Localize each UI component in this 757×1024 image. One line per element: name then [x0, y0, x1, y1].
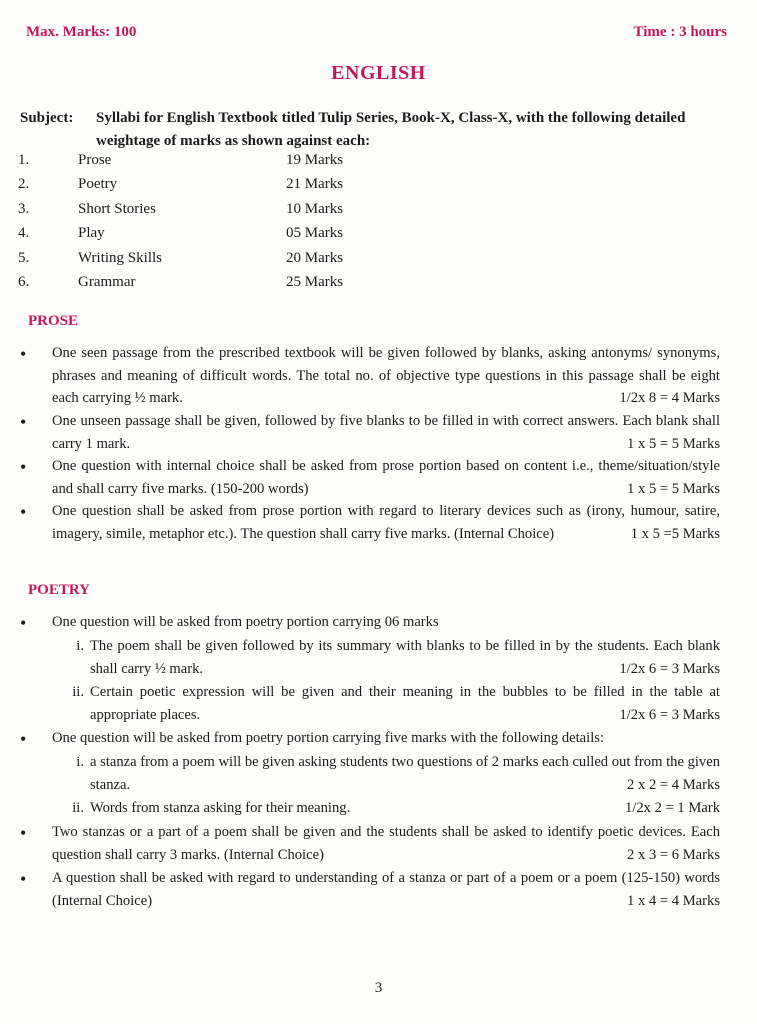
- item-text: One question will be asked from poetry portion carrying five marks with the following details:: [52, 730, 605, 746]
- item-text: The poem shall be given followed by its summary with blanks to be filled in by the students. Each blank shall carry ½ mark.: [90, 638, 720, 677]
- item-text: One question shall be asked from prose portion with regard to literary devices such as (irony, humour, satire, imagery, simile, metaphor etc.). The question shall carry five marks. (Internal Choice): [52, 503, 720, 542]
- bullet-icon: •: [20, 823, 27, 843]
- prose-heading: PROSE: [28, 313, 79, 329]
- poetry-subitem: [56, 681, 720, 726]
- roman-numeral: i.: [76, 638, 84, 654]
- row-marks: 19 Marks: [286, 152, 344, 168]
- row-section: Prose: [78, 152, 112, 168]
- item-text: One unseen passage shall be given, followed by five blanks to be filled in with correct answers. Each blank shall carry 1 mark.: [52, 413, 720, 452]
- row-section: Short Stories: [78, 200, 156, 217]
- item-score: 1 x 5 = 5 Marks: [627, 435, 720, 452]
- bullet-icon: •: [20, 729, 27, 749]
- prose-item: [20, 500, 720, 545]
- row-section: Play: [78, 225, 105, 242]
- page-number: 3: [374, 980, 383, 996]
- item-text: A question shall be asked with regard to understanding of a stanza or part of a poem or a poem (125-150) words (Internal Choice): [52, 870, 720, 909]
- row-section: Poetry: [78, 176, 118, 193]
- item-text: Two stanzas or a part of a poem shall be given and the students shall be asked to identify poetic devices. Each question shall carry 3 marks. (Internal Choice): [52, 824, 720, 863]
- page-header: [26, 24, 727, 44]
- item-score: 1 x 5 =5 Marks: [630, 525, 720, 542]
- poetry-item: [20, 821, 720, 866]
- poetry-heading: POETRY: [28, 582, 90, 598]
- item-text: One question will be asked from poetry portion carrying 06 marks: [52, 614, 439, 630]
- prose-item: [20, 455, 720, 500]
- row-number: 6.: [18, 273, 30, 290]
- roman-numeral: i.: [76, 754, 84, 770]
- item-score: 2 x 2 = 4 Marks: [627, 776, 720, 793]
- prose-item: [20, 342, 720, 410]
- item-score: 1/2x 6 = 3 Marks: [619, 660, 720, 677]
- row-marks: 20 Marks: [286, 249, 344, 266]
- poetry-item: [20, 867, 720, 912]
- item-text: Words from stanza asking for their meaning.: [90, 800, 351, 816]
- poetry-subitem: [56, 635, 720, 680]
- item-text: Certain poetic expression will be given and their meaning in the bubbles to be filled in the table at appropriate places.: [90, 684, 720, 723]
- poetry-subitem: [56, 751, 720, 796]
- item-score: 1/2x 8 = 4 Marks: [619, 390, 720, 406]
- row-marks: 21 Marks: [286, 176, 344, 193]
- subject-label: Subject:: [20, 110, 74, 126]
- max-marks: Max. Marks: 100: [26, 24, 137, 40]
- item-text: a stanza from a poem will be given asking students two questions of 2 marks each culled out from the given stanza.: [90, 754, 720, 793]
- row-number: 4.: [18, 225, 30, 242]
- row-marks: 10 Marks: [286, 200, 344, 217]
- prose-item: [20, 410, 720, 455]
- bullet-icon: •: [20, 502, 27, 522]
- row-number: 2.: [18, 176, 30, 193]
- item-text: One question with internal choice shall be asked from prose portion based on content i.e., theme/situation/style and shall carry five marks. (150-200 words): [52, 458, 720, 497]
- row-number: 3.: [18, 200, 30, 217]
- bullet-icon: •: [20, 869, 27, 889]
- item-score: 1/2x 2 = 1 Mark: [625, 800, 720, 816]
- roman-numeral: ii.: [72, 684, 84, 700]
- poetry-item: [20, 611, 720, 634]
- item-score: 1/2x 6 = 3 Marks: [619, 706, 720, 723]
- roman-numeral: ii.: [72, 800, 84, 816]
- bullet-icon: •: [20, 613, 27, 633]
- poetry-item: [20, 727, 720, 750]
- item-score: 1 x 4 = 4 Marks: [627, 892, 720, 909]
- page-title: ENGLISH: [331, 62, 426, 84]
- bullet-icon: •: [20, 457, 27, 477]
- subject-statement: [20, 107, 720, 153]
- item-score: 2 x 3 = 6 Marks: [627, 846, 720, 863]
- bullet-icon: •: [20, 344, 27, 364]
- row-marks: 25 Marks: [286, 273, 344, 290]
- row-number: 5.: [18, 249, 30, 266]
- row-marks: 05 Marks: [286, 225, 344, 242]
- subject-text: Syllabi for English Textbook titled Tulip Series, Book-X, Class-X, with the following detailed weightage of marks as shown against each:: [96, 110, 686, 149]
- poetry-subitem: [56, 797, 720, 820]
- item-text: One seen passage from the prescribed textbook will be given followed by blanks, asking antonyms/ synonyms, phrases and meaning of difficult words. The total no. of objective type questions in this passage shall be eight each carrying ½ mark.: [52, 345, 720, 406]
- row-section: Grammar: [78, 273, 136, 290]
- row-number: 1.: [18, 152, 30, 168]
- row-section: Writing Skills: [78, 249, 162, 266]
- time-duration: Time : 3 hours: [633, 24, 727, 40]
- item-score: 1 x 5 = 5 Marks: [627, 480, 720, 497]
- bullet-icon: •: [20, 412, 27, 432]
